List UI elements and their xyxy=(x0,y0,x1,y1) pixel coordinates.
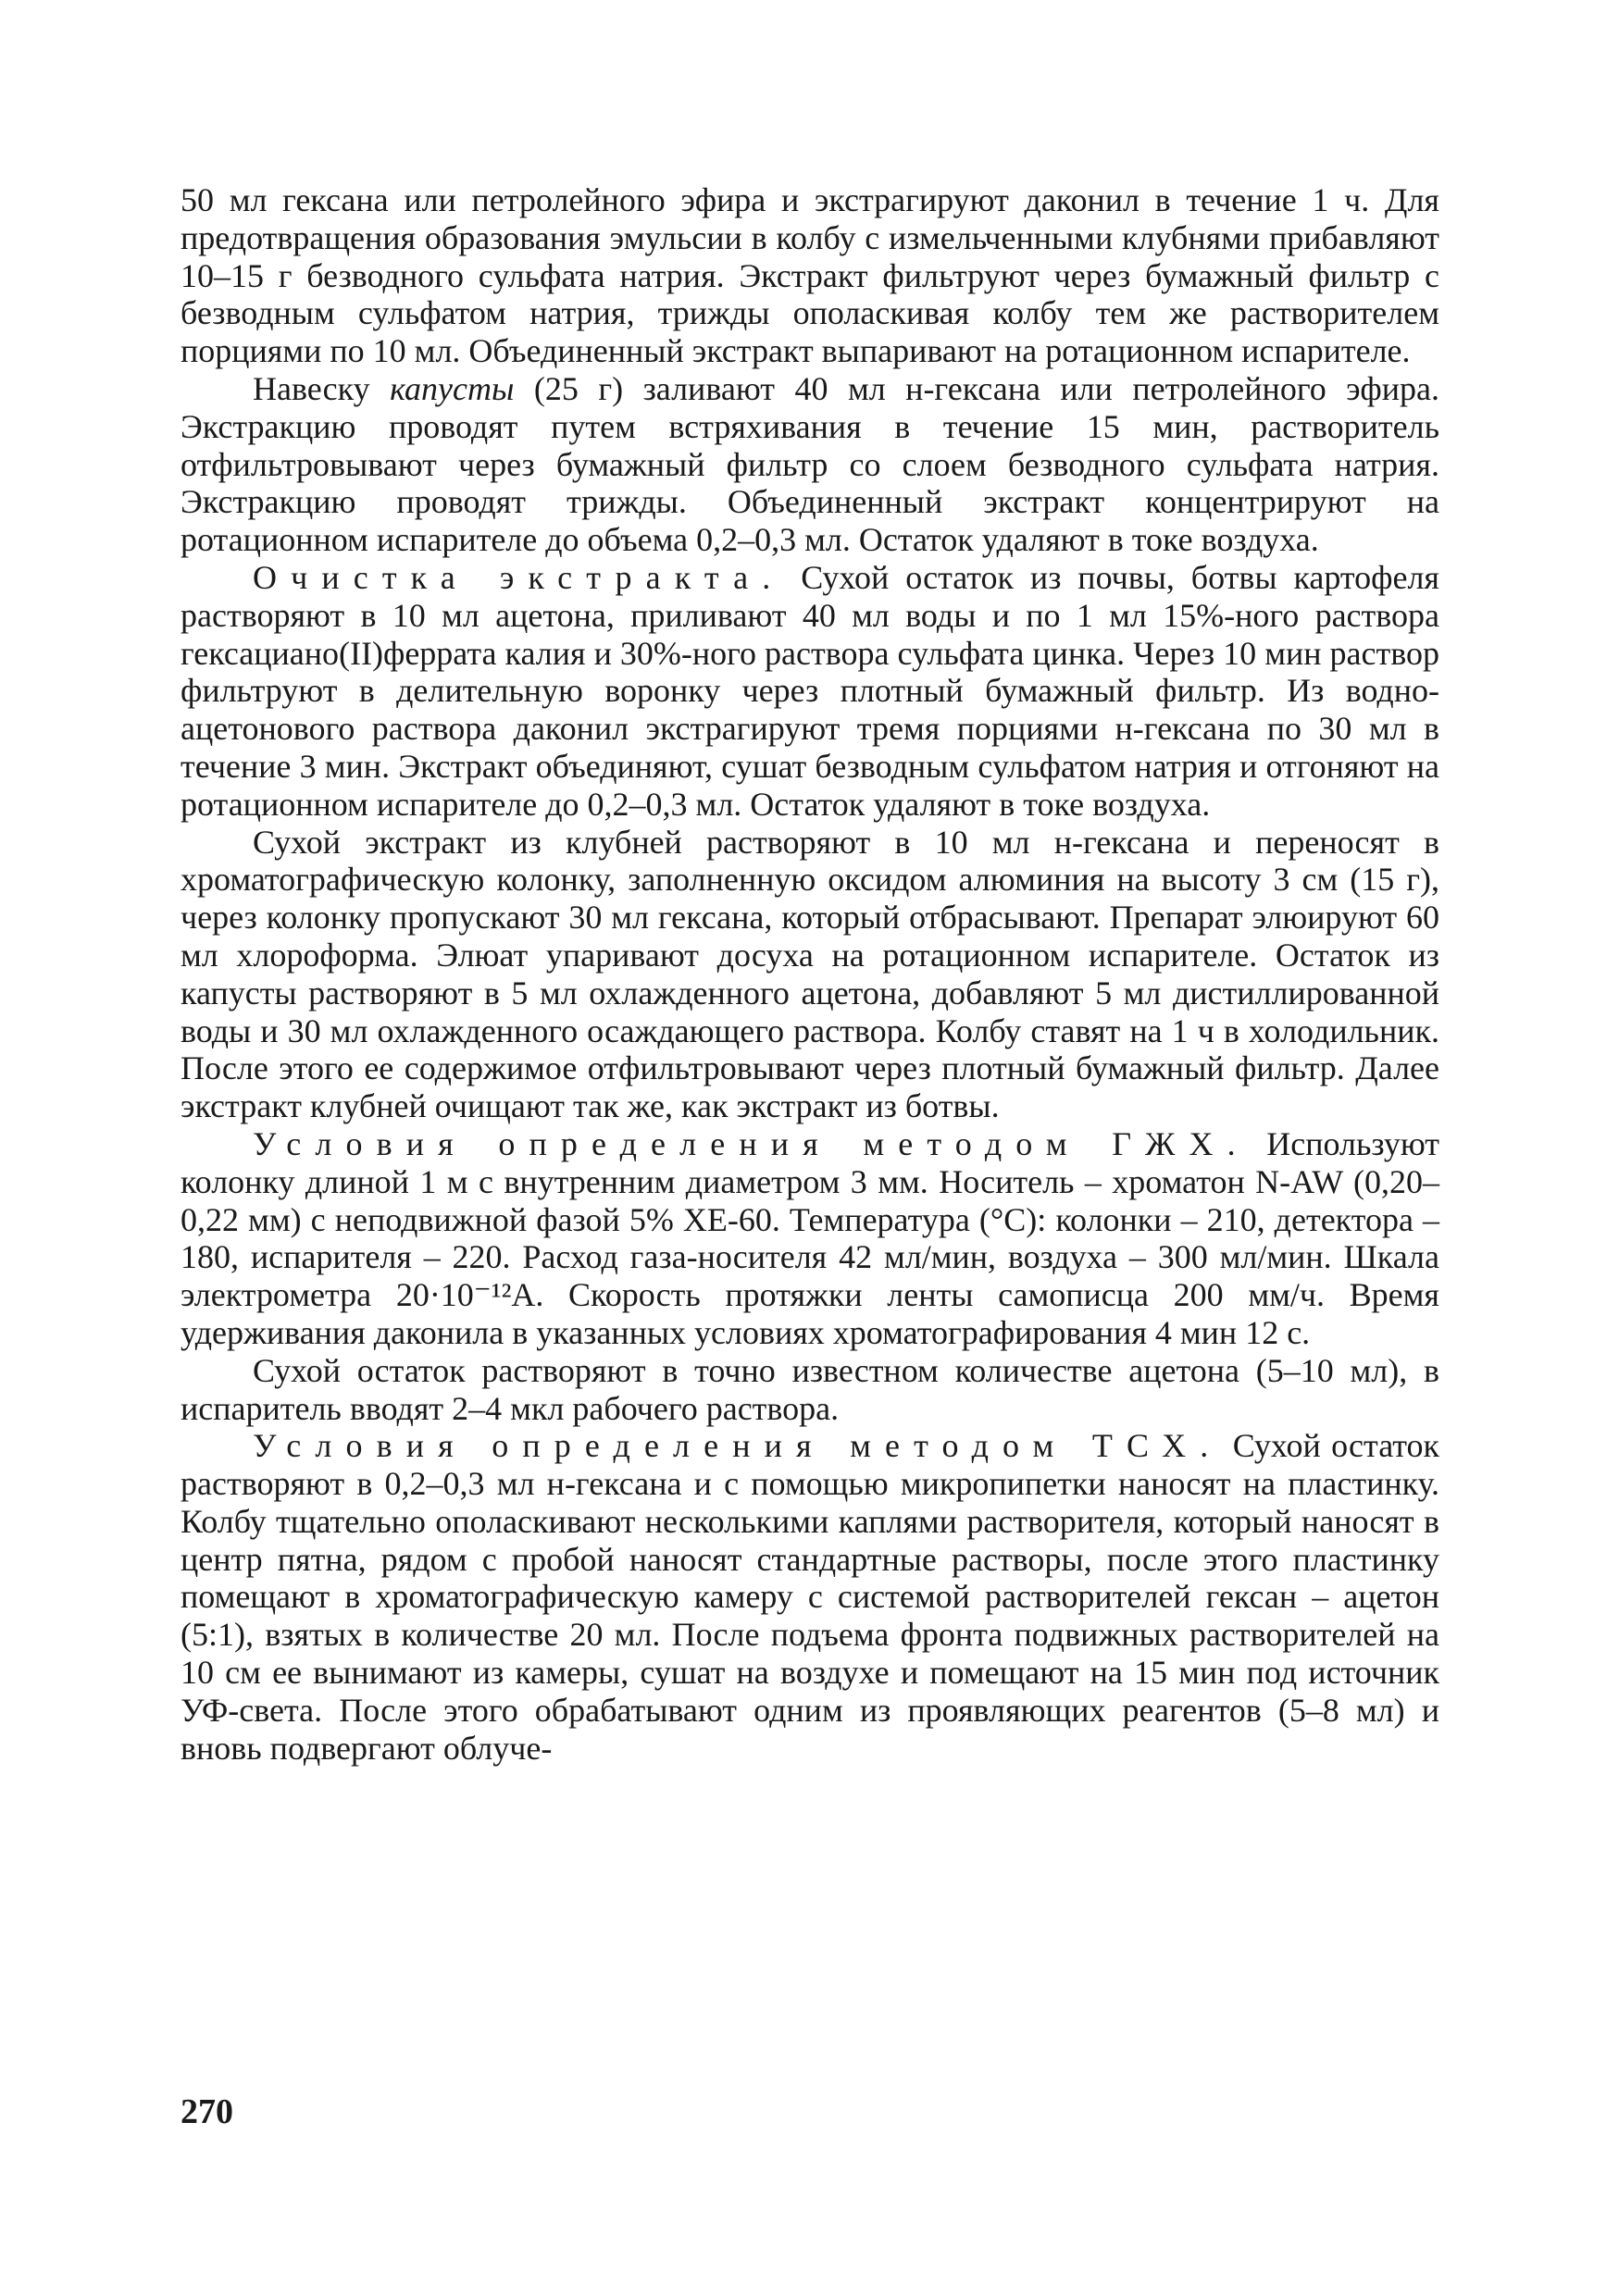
paragraph-3 xyxy=(181,559,1439,824)
section-heading-glc: Условия определения методом ГЖХ. xyxy=(253,1124,1250,1162)
paragraph-7 xyxy=(181,1427,1439,1767)
paragraph-2-italic: капусты xyxy=(390,369,515,407)
page-number: 270 xyxy=(181,2092,233,2131)
section-heading-cleanup: Очистка экстракта. xyxy=(253,558,785,596)
paragraph-2-start: Навеску xyxy=(253,369,391,407)
paragraph-6: Сухой остаток растворяют в точно известном количестве ацетона (5–10 мл), в испаритель вводят 2–4 мкл рабочего раствора. xyxy=(181,1351,1439,1427)
paragraph-2-rest: (25 г) заливают 40 мл н-гексана или петролейного эфира. Экстракцию проводят путем встряхивания в течение 15 мин, растворитель отфильтровывают через бумажный фильтр со слоем безводного сульфата натрия. Экстракцию проводят трижды. Объединенный экстракт концентрируют на ротационном испарителе до объема 0,2–0,3 мл. Остаток удаляют в токе воздуха. xyxy=(181,369,1439,559)
section-heading-tlc: Условия определения методом ТСХ. xyxy=(253,1427,1223,1465)
page-body xyxy=(181,181,1439,1767)
paragraph-1: 50 мл гексана или петролейного эфира и экстрагируют даконил в течение 1 ч. Для предотвращения образования эмульсии в колбу с измельченными клубнями прибавляют 10–15 г безводного сульфата натрия. Экстракт фильтруют через бумажный фильтр с безводным сульфатом натрия, трижды ополаскивая колбу тем же растворителем порциями по 10 мл. Объединенный экстракт выпаривают на ротационном испарителе. xyxy=(181,181,1439,370)
paragraph-2 xyxy=(181,370,1439,559)
paragraph-3-text: Сухой остаток из почвы, ботвы картофеля растворяют в 10 мл ацетона, приливают 40 мл воды и по 1 мл 15%-ного раствора гексациано(II)феррата калия и 30%-ного раствора сульфата цинка. Через 10 мин раствор фильтруют в делительную воронку через плотный бумажный фильтр. Из водно-ацетонового раствора даконил экстрагируют тремя порциями н-гексана по 30 мл в течение 3 мин. Экстракт объединяют, сушат безводным сульфатом натрия и отгоняют на ротационном испарителе до 0,2–0,3 мл. Остаток удаляют в токе воздуха. xyxy=(181,558,1439,823)
paragraph-5-text: Используют колонку длиной 1 м с внутренним диаметром 3 мм. Носитель – хроматон N-AW (0,20–0,22 мм) с неподвижной фазой 5% XE-60. Температура (°С): колонки – 210, детектора – 180, испарителя – 220. Расход газа-носителя 42 мл/мин, воздуха – 300 мл/мин. Шкала электрометра 20·10⁻¹²А. Скорость протяжки ленты самописца 200 мм/ч. Время удерживания даконила в указанных условиях хроматографирования 4 мин 12 с. xyxy=(181,1124,1439,1351)
paragraph-7-text: Сухой остаток растворяют в 0,2–0,3 мл н-гексана и с помощью микропипетки наносят на пластинку. Колбу тщательно ополаскивают несколькими каплями растворителя, который наносят в центр пятна, рядом с пробой наносят стандартные растворы, после этого пластинку помещают в хроматографическую камеру с системой растворителей гексан – ацетон (5:1), взятых в количестве 20 мл. После подъема фронта подвижных растворителей на 10 см ее вынимают из камеры, сушат на воздухе и помещают на 15 мин под источник УФ-света. После этого обрабатывают одним из проявляющих реагентов (5–8 мл) и вновь подвергают облуче- xyxy=(181,1427,1439,1767)
paragraph-4: Сухой экстракт из клубней растворяют в 10 мл н-гексана и переносят в хроматографическую колонку, заполненную оксидом алюминия на высоту 3 см (15 г), через колонку пропускают 30 мл гексана, который отбрасывают. Препарат элюируют 60 мл хлороформа. Элюат упаривают досуха на ротационном испарителе. Остаток из капусты растворяют в 5 мл охлажденного ацетона, добавляют 5 мл дистиллированной воды и 30 мл охлажденного осаждающего раствора. Колбу ставят на 1 ч в холодильник. После этого ее содержимое отфильтровывают через плотный бумажный фильтр. Далее экстракт клубней очищают так же, как экстракт из ботвы. xyxy=(181,823,1439,1125)
paragraph-5 xyxy=(181,1125,1439,1352)
